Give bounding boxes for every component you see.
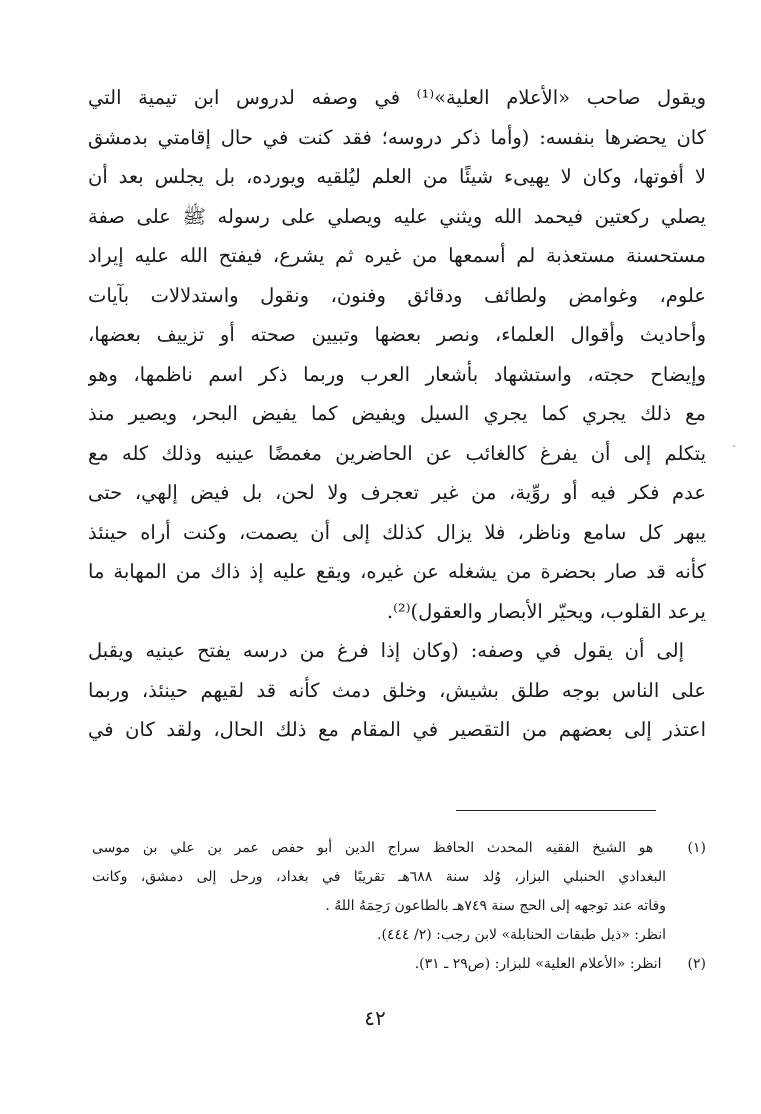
- footnotes: [92, 834, 706, 979]
- footnote-1-line: انظر: «ذيل طبقات الحنابلة» لابن رجب: (٢/ ٤٤٤).: [377, 927, 666, 943]
- text-line: كان يحضرها بنفسه: (وأما ذكر دروسه؛ فقد كنت في حال إقامتي بدمشق: [88, 125, 706, 149]
- text-line: على الناس بوجه طلق بشيش، وخلق دمث كأنه قد لقيهم حينئذ، وربما: [88, 678, 706, 702]
- text-line: ويقول صاحب «الأعلام العلية»⁽¹⁾ في وصفه لدروس ابن تيمية التي: [88, 86, 706, 109]
- footnote-1-line: البغدادي الحنبلي البزار، وُلد سنة ٦٨٨هـ تقريبًا في بغداد، ورحل إلى دمشق، وكانت: [92, 869, 666, 885]
- text-line: وأحاديث وأقوال العلماء، ونصر بعضها وتبيين صحته أو تزييف بعضها،: [88, 323, 706, 346]
- text-line: اعتذر إلى بعضهم من التقصير في المقام مع ذلك الحال، ولقد كان في: [88, 718, 706, 741]
- text-line: يصلي ركعتين فيحمد الله ويثني عليه ويصلي على رسوله ﷺ على صفة: [88, 204, 706, 228]
- text-line: يبهر كل سامع وناظر، فلا يزال كذلك إلى أن يصمت، وكنت أراه حينئذ: [88, 520, 706, 544]
- footnote-text: هو الشيخ الفقيه المحدث الحافظ سراج الدين أبو حفص عمر بن علي بن موسى: [92, 840, 654, 856]
- text-line: لا أفوتها، وكان لا يهيىء شيئًا من العلم ليُلقيه ويورده، بل يجلس بعد أن: [88, 165, 706, 188]
- text-line: يتكلم إلى أن يفرغ كالغائب عن الحاضرين مغمضًا عينيه وذلك كله مع: [88, 441, 706, 465]
- text-line: مستحسنة مستعذبة لم أسمعها من غيره ثم يشرع، فيفتح الله عليه إيراد: [88, 244, 706, 267]
- text-line: إلى أن يقول في وصفه: (وكان إذا فرغ من درسه يفتح عينيه ويقبل: [88, 639, 684, 662]
- text-line: كأنه قد صار بحضرة من يشغله عن غيره، ويقع عليه إذ ذاك من المهابة ما: [88, 560, 706, 583]
- footnote-1-line: [92, 834, 706, 863]
- footnote-text: انظر: «الأعلام العلية» للبزار: (ص٢٩ ـ ٣١).: [414, 956, 662, 972]
- text-line: عدم فكر فيه أو روِّية، من غير تعجرف ولا لحن، بل فيض إلهي، حتى: [88, 481, 706, 504]
- footnote-divider: [456, 810, 656, 811]
- page-number: ٤٢: [364, 1006, 386, 1030]
- footnote-number: (٢): [687, 956, 706, 972]
- footnote-2-line: [92, 950, 706, 979]
- footnote-number: (١): [687, 840, 706, 856]
- main-text: [88, 78, 706, 750]
- scan-speck: [733, 445, 735, 447]
- text-line: وإيضاح حجته، واستشهاد بأشعار العرب وربما ذكر اسم ناظمها، وهو: [88, 362, 706, 386]
- text-line: علوم، وغوامض ولطائف ودقائق وفنون، ونقول واستدلالات بآيات: [88, 283, 706, 307]
- text-line: يرعد القلوب، ويحيّر الأبصار والعقول)⁽²⁾.: [386, 599, 706, 623]
- footnote-1-line: وفاته عند توجهه إلى الحج سنة ٧٤٩هـ بالطاعون رَحِمَهُ اللهُ .: [325, 898, 666, 914]
- text-line: مع ذلك يجري كما يجري السيل ويفيض كما يفيض البحر، ويصير منذ: [88, 402, 706, 425]
